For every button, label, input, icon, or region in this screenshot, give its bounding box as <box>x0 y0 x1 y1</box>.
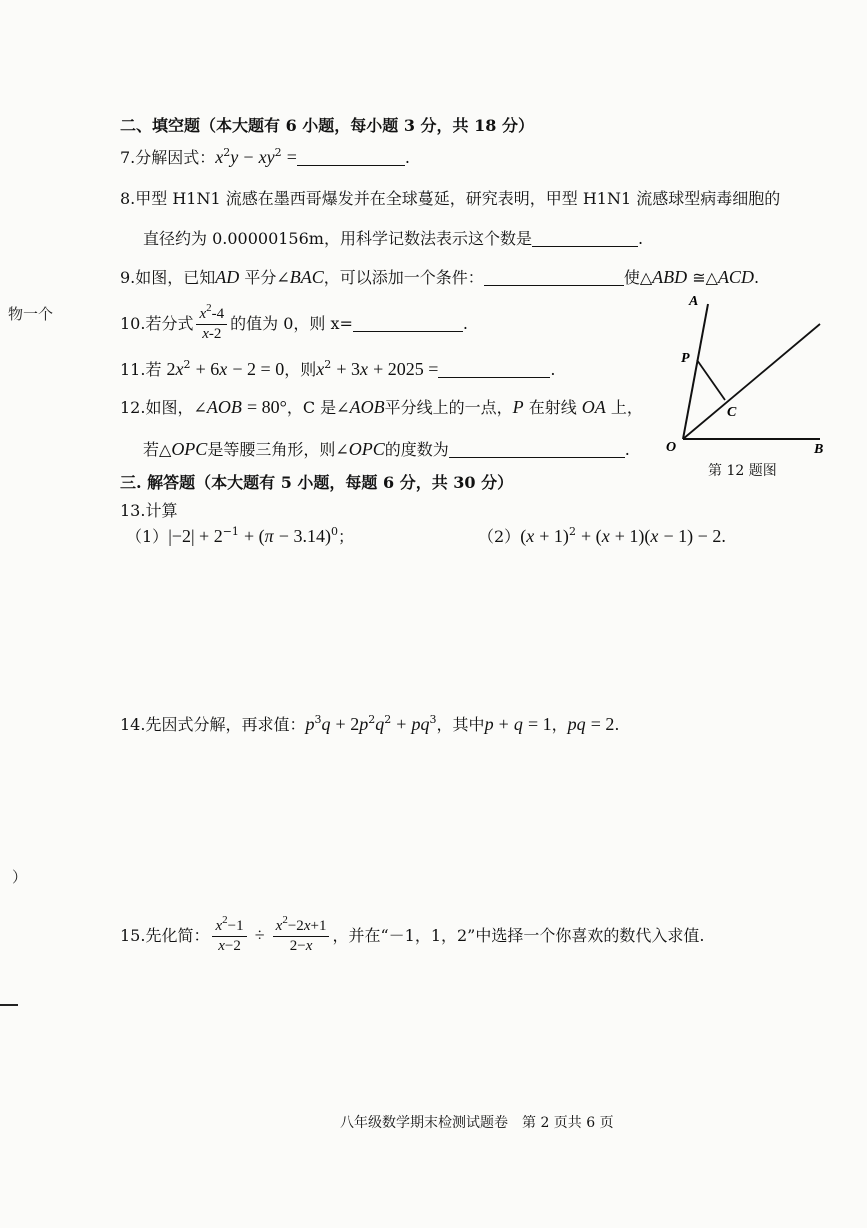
question-14-mid: ，其中 <box>436 715 485 734</box>
answer-blank-12[interactable] <box>449 441 625 458</box>
question-13-title: 13.计算 <box>120 501 178 520</box>
question-10: 10.若分式 $\frac{x^2-4}{x-2}$ 的值为 0，则 x= . <box>120 302 469 342</box>
label-B: B <box>814 442 824 457</box>
question-12-tail: 上， <box>610 398 643 417</box>
answer-blank-9[interactable] <box>484 269 624 286</box>
question-12-line2-pre: 若△ <box>143 440 172 459</box>
question-9-post: ，可以添加一个条件： <box>323 268 484 287</box>
question-13-part-2: $(2)(x + 1)^2 + (x + 1)(x - 1) - 2$. <box>478 525 726 546</box>
question-8-text: 直径约为 0.00000156m，用科学记数法表示这个数是 <box>143 229 532 248</box>
question-10-pre: 10.若分式 <box>120 314 194 333</box>
question-9-end: 使△ <box>623 268 653 287</box>
question-12-line-2: 若△OPC是等腰三角形，则∠OPC的度数为 . <box>143 439 630 459</box>
question-15: 15.先化简： $\frac{x^2-1}{x-2}$ ÷ $\frac{x^2-2x+1}{2-x}$ ，并在“－1，1，2”中选择一个你喜欢的数代入求值. <box>120 914 705 954</box>
segment-PC <box>697 360 725 400</box>
question-12-pre: 12.如图， <box>120 398 194 417</box>
fraction-15-b: $\frac{x^2-2x+1}{2-x}$ <box>273 918 330 955</box>
margin-text-1: 物一个 <box>8 305 54 323</box>
fraction-10: $\frac{x^2-4}{x-2}$ <box>196 306 227 343</box>
question-13-p1-label: （1） <box>126 527 169 546</box>
question-9: 9.如图，已知AD 平分∠BAC，可以添加一个条件： 使△ABD ≅△ACD. <box>120 267 760 287</box>
bisector-OC <box>683 324 820 439</box>
figure-12 <box>660 290 830 480</box>
label-P: P <box>681 351 690 366</box>
question-12-post: 平分线上的一点， <box>384 398 513 417</box>
question-7-label: 7.分解因式： <box>120 148 216 167</box>
question-11-mid: ，则 <box>284 360 317 379</box>
section-3-header: 三. 解答题（本大题有 5 小题，每题 6 分，共 30 分） <box>120 473 514 492</box>
answer-blank-7[interactable] <box>297 149 405 166</box>
question-12-line-1: 12.如图，∠AOB = 80°，C 是∠AOB平分线上的一点，P 在射线 OA 上， <box>120 397 643 417</box>
question-7: 7.分解因式：$x^2y - xy^2$ = . <box>120 146 410 167</box>
question-14-pre: 14.先因式分解，再求值： <box>120 715 306 734</box>
question-8-line-2: 直径约为 0.00000156m，用科学记数法表示这个数是 . <box>143 229 644 248</box>
question-10-post: 的值为 0，则 x= <box>230 314 353 333</box>
label-O: O <box>666 440 677 455</box>
page-footer: 八年级数学期末检测试题卷 第 2 页共 6 页 <box>340 1115 614 1131</box>
fraction-15-a: $\frac{x^2-1}{x-2}$ <box>212 918 246 955</box>
question-12-line2-post: 的度数为 <box>384 440 449 459</box>
margin-line <box>0 1004 18 1006</box>
question-9-pre: 9.如图，已知 <box>120 268 216 287</box>
answer-blank-10[interactable] <box>353 315 463 332</box>
question-14: 14.先因式分解，再求值：$p^3q + 2p^2q^2 + pq^3$，其中p + q = 1，pq = 2. <box>120 713 620 734</box>
question-13-part-1: $(1)|-2| + 2^{-1} + (\pi - 3.14)^0$； <box>126 525 354 546</box>
question-15-post: ，并在“－1，1，2”中选择一个你喜欢的数代入求值. <box>332 926 705 945</box>
question-12-end: 在射线 <box>528 398 577 417</box>
answer-blank-11[interactable] <box>438 361 550 378</box>
question-8-line-1: 8.甲型 H1N1 流感在墨西哥爆发并在全球蔓延，研究表明，甲型 H1N1 流感球型病毒细胞的 <box>120 189 781 208</box>
section-2-header: 二、填空题（本大题有 6 小题，每小题 3 分，共 18 分） <box>120 116 534 135</box>
question-12-mid: C 是 <box>302 398 337 417</box>
question-15-pre: 15.先化简： <box>120 926 210 945</box>
question-12-line2-mid: 是等腰三角形，则 <box>207 440 336 459</box>
question-9-mid: 平分 <box>244 268 277 287</box>
question-11-pre: 11.若 <box>120 360 162 379</box>
label-A: A <box>689 294 699 309</box>
label-C: C <box>727 405 737 420</box>
question-13-p2-label: （2） <box>478 527 521 546</box>
question-11: 11.若 $2x^2 + 6x - 2 = 0$，则$x^2 + 3x + 2025$ = . <box>120 358 556 379</box>
question-9-cong: ≅△ <box>692 268 718 287</box>
margin-text-2: ） <box>12 868 28 886</box>
figure-12-caption: 第 12 题图 <box>708 463 777 479</box>
answer-blank-8[interactable] <box>532 230 638 247</box>
